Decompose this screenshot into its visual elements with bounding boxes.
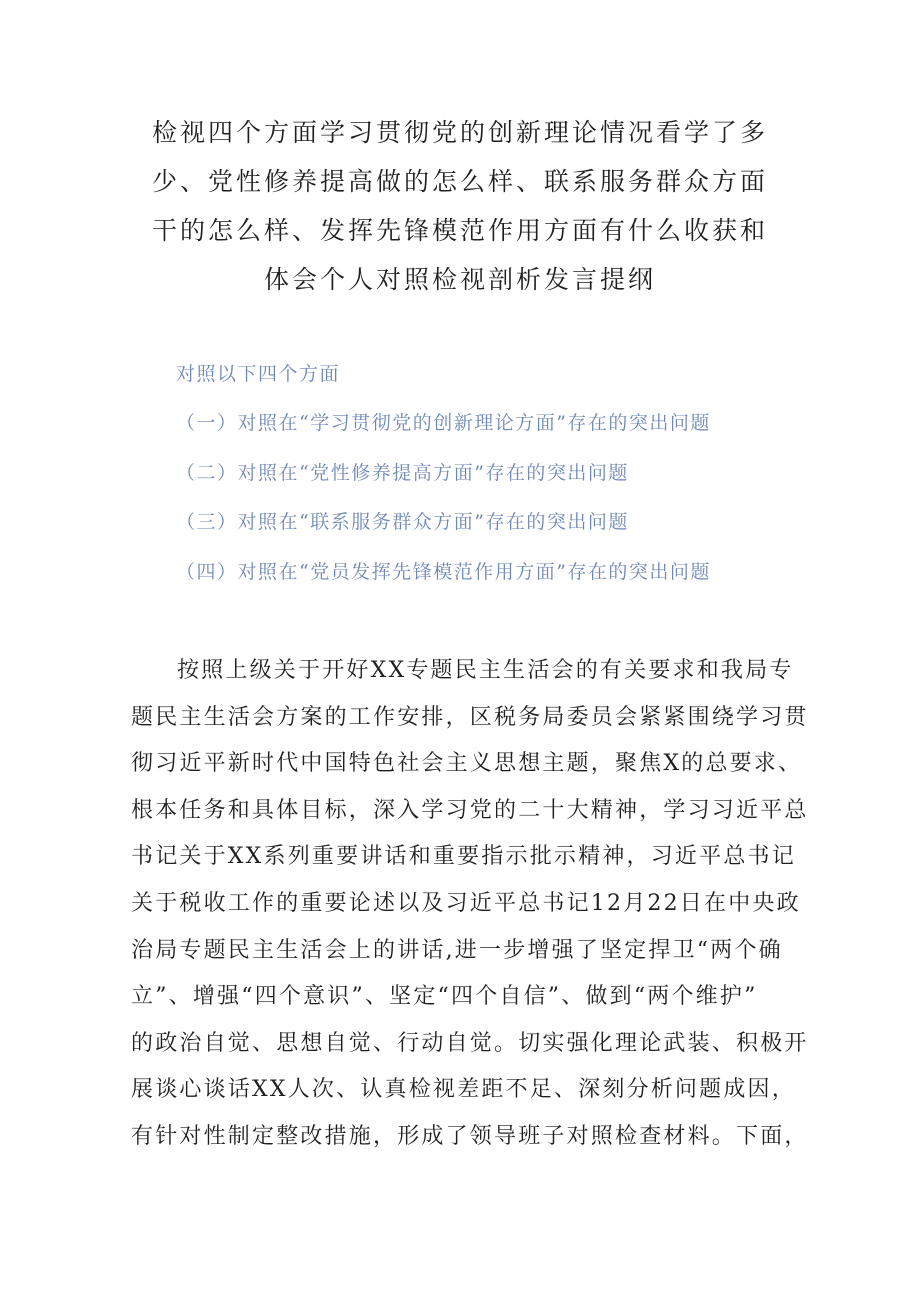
outline-section <box>176 358 816 605</box>
body-line: 的政治自觉、思想自觉、行动自觉。切实强化理论武装、积极开 <box>131 1030 809 1056</box>
body-line: 按照上级关于开好XX专题民主生活会的有关要求和我局专 <box>177 658 794 683</box>
body-line: 立”、增强“四个意识”、坚定“四个自信”、做到“两个维护” <box>131 984 758 1010</box>
outline-item: （一）对照在“学习贯彻党的创新理论方面”存在的突出问题 <box>176 412 711 434</box>
body-line: 治局专题民主生活会上的讲话,进一步增强了坚定捍卫“两个确 <box>131 937 783 963</box>
title-line: 干的怎么样、发挥先锋模范作用方面有什么收获和 <box>151 216 768 245</box>
body-line: 展谈心谈话XX人次、认真检视差距不足、深刻分析问题成因， <box>131 1077 796 1103</box>
body-line: 关于税收工作的重要论述以及习近平总书记12月22日在中央政 <box>131 890 801 916</box>
body-paragraph <box>131 648 809 1161</box>
title-line: 少、党性修养提高做的怎么样、联系服务群众方面 <box>151 167 768 196</box>
outline-intro: 对照以下四个方面 <box>176 363 341 385</box>
outline-item: （三）对照在“联系服务群众方面”存在的突出问题 <box>176 511 629 533</box>
body-line: 书记关于XX系列重要讲话和重要指示批示精神，习近平总书记 <box>131 844 796 870</box>
title-line: 检视四个方面学习贯彻党的创新理论情况看学了多 <box>151 118 768 147</box>
title-line: 体会个人对照检视剖析发言提纲 <box>263 265 656 294</box>
body-line: 题民主生活会方案的工作安排，区税务局委员会紧紧围绕学习贯 <box>131 704 809 730</box>
outline-item: （二）对照在“党性修养提高方面”存在的突出问题 <box>176 461 629 484</box>
body-line: 根本任务和具体目标，深入学习党的二十大精神，学习习近平总 <box>131 797 809 823</box>
body-line: 彻习近平新时代中国特色社会主义思想主题，聚焦X的总要求、 <box>131 751 803 777</box>
document-title <box>140 108 780 304</box>
outline-item: （四）对照在“党员发挥先锋模范作用方面”存在的突出问题 <box>176 560 711 583</box>
body-line: 有针对性制定整改措施，形成了领导班子对照检查材料。下面， <box>131 1123 809 1149</box>
